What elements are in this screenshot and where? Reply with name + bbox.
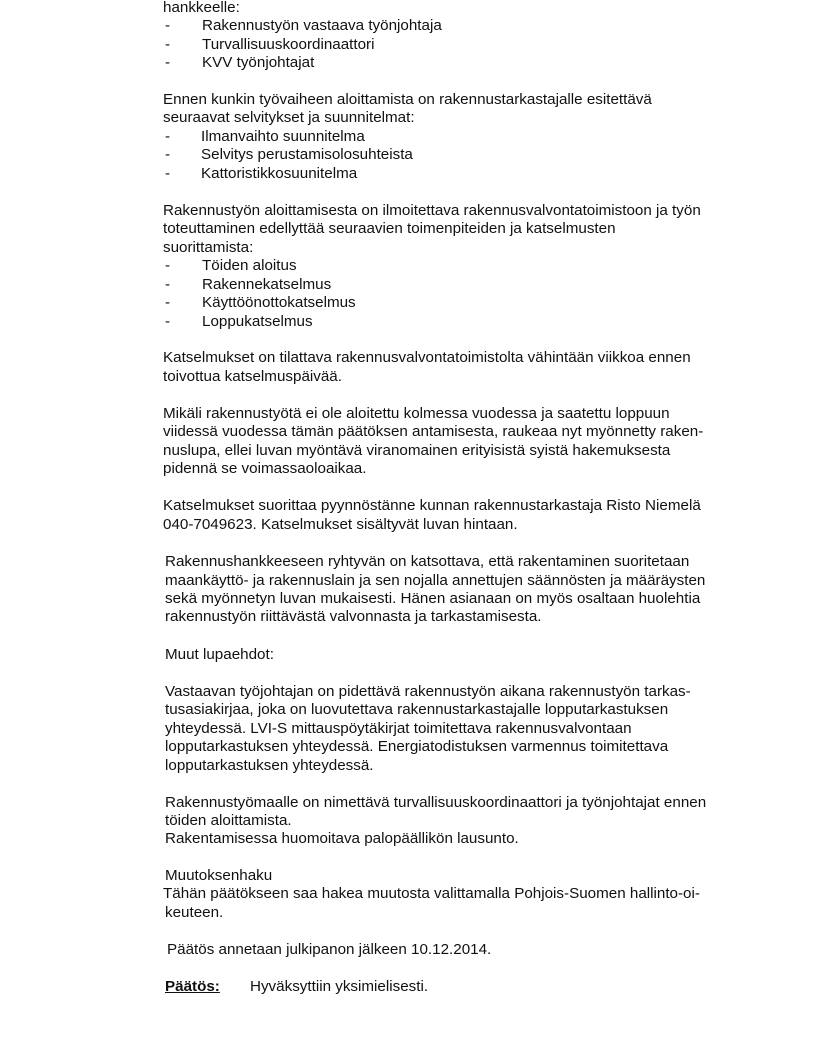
bullet-dash: - [165,54,171,71]
paragraph-line: pidennä se voimassaoloaikaa. [163,460,367,477]
bullet-dash: - [165,276,171,293]
paragraph-line: Tähän päätökseen saa hakea muutosta valittamalla Pohjois-Suomen hallinto-oi- [163,885,700,902]
bullet-dash: - [165,128,171,145]
bullet-dash: - [165,313,171,330]
paragraph-line: 040-7049623. Katselmukset sisältyvät luvan hintaan. [163,516,518,533]
paragraph-line: suorittamista: [163,239,254,256]
paragraph-line: Rakennustyömaalle on nimettävä turvallisuuskoordinaattori ja työnjohtajat ennen [165,794,707,811]
bullet-dash: - [165,294,171,311]
muut-lupaehdot-heading: Muut lupaehdot: [165,646,274,663]
list-item: Käyttöönottokatselmus [202,294,356,311]
julkipano-text: Päätös annetaan julkipanon jälkeen 10.12.2014. [167,941,492,958]
paragraph-line: maankäyttö- ja rakennuslain ja sen nojalla annettujen säännösten ja määräysten [165,572,706,589]
paragraph-line: rakennustyön riittävästä valvonnasta ja tarkastamisesta. [165,608,542,625]
intro-lead: hankkeelle: [163,0,240,16]
bullet-dash: - [165,165,171,182]
list-item: Turvallisuuskoordinaattori [202,36,375,53]
paatos-value: Hyväksyttiin yksimielisesti. [250,978,429,995]
paragraph-line: toivottua katselmuspäivää. [163,368,342,385]
paragraph-line: seuraavat selvitykset ja suunnitelmat: [163,109,415,126]
paragraph-line: Rakennustyön aloittamisesta on ilmoitettava rakennusvalvontatoimistoon ja työn [163,202,701,219]
bullet-dash: - [165,36,171,53]
paragraph-line: lopputarkastuksen yhteydessä. [165,757,374,774]
paragraph-line: keuteen. [165,904,224,921]
paragraph-line: sekä myönnetyn luvan mukaisesti. Hänen asianaan on myös osaltaan huolehtia [165,590,701,607]
list-item: Rakennekatselmus [202,276,332,293]
paragraph-line: Katselmukset on tilattava rakennusvalvontatoimistolta vähintään viikkoa ennen [163,349,691,366]
list-item: Loppukatselmus [202,313,313,330]
list-item: Kattoristikkosuunitelma [201,165,358,182]
paragraph-line: toteuttaminen edellyttää seuraavien toimenpiteiden ja katselmusten [163,220,616,237]
list-item: Töiden aloitus [202,257,297,274]
paragraph-line: Rakentamisessa huomoitava palopäällikön lausunto. [165,830,519,847]
paragraph-line: Mikäli rakennustyötä ei ole aloitettu kolmessa vuodessa ja saatettu loppuun [163,405,670,422]
list-item: Ilmanvaihto suunnitelma [201,128,365,145]
paragraph-line: nuslupa, ellei luvan myöntävä viranomainen erityisistä syistä hakemuksesta [163,442,671,459]
paragraph-line: töiden aloittamista. [165,812,292,829]
paragraph-line: Katselmukset suorittaa pyynnöstänne kunnan rakennustarkastaja Risto Niemelä [163,497,701,514]
bullet-dash: - [165,257,171,274]
list-item: Selvitys perustamisolosuhteista [201,146,413,163]
bullet-dash: - [165,146,171,163]
list-item: Rakennustyön vastaava työnjohtaja [202,17,442,34]
paragraph-line: viidessä vuodessa tämän päätöksen antamisesta, raukeaa nyt myönnetty raken- [163,423,704,440]
list-item: KVV työnjohtajat [202,54,315,71]
bullet-dash: - [165,17,171,34]
paragraph-line: yhteydessä. LVI-S mittauspöytäkirjat toimitettava rakennusvalvontaan [165,720,632,737]
paragraph-line: Rakennushankkeeseen ryhtyvän on katsottava, että rakentaminen suoritetaan [165,553,690,570]
paragraph-line: lopputarkastuksen yhteydessä. Energiatodistuksen varmennus toimitettava [165,738,669,755]
muutoksenhaku-heading: Muutoksenhaku [165,867,273,884]
paatos-label: Päätös: [165,978,220,995]
paragraph-line: Vastaavan työjohtajan on pidettävä rakennustyön aikana rakennustyön tarkas- [165,683,691,700]
paragraph-line: Ennen kunkin työvaiheen aloittamista on rakennustarkastajalle esitettävä [163,91,652,108]
paragraph-line: tusasiakirjaa, joka on luovutettava rakennustarkastajalle lopputarkastuksen [165,701,669,718]
